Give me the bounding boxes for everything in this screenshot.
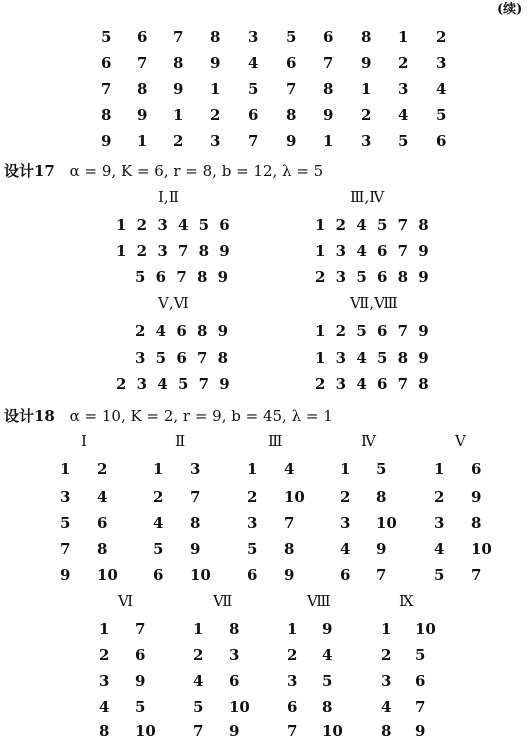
table-cell: 1 bbox=[398, 28, 409, 46]
table-cell: 1 bbox=[137, 132, 148, 150]
block-row: 1 2 5 6 7 9 bbox=[315, 322, 429, 340]
group-title: Ⅲ bbox=[268, 432, 283, 450]
pair-first: 9 bbox=[60, 566, 71, 584]
pair-second: 8 bbox=[471, 514, 482, 532]
pair-first: 7 bbox=[287, 722, 298, 740]
pair-second: 5 bbox=[415, 646, 426, 664]
pair-first: 2 bbox=[99, 646, 110, 664]
table-cell: 1 bbox=[361, 80, 372, 98]
block-row: 5 6 7 8 9 bbox=[135, 268, 229, 286]
pair-first: 1 bbox=[434, 460, 445, 478]
block-row: 2 3 4 6 7 8 bbox=[315, 375, 429, 393]
pair-first: 1 bbox=[153, 460, 164, 478]
block-row: 2 3 5 6 8 9 bbox=[315, 268, 429, 286]
continued-label: (续) bbox=[497, 2, 523, 17]
table-cell: 8 bbox=[101, 106, 112, 124]
design17-label: 设计17 bbox=[4, 162, 55, 180]
design18-label: 设计18 bbox=[4, 407, 55, 425]
pair-second: 9 bbox=[376, 540, 387, 558]
pair-second: 6 bbox=[97, 514, 108, 532]
table-cell: 8 bbox=[361, 28, 372, 46]
pair-first: 2 bbox=[340, 488, 351, 506]
pair-first: 2 bbox=[287, 646, 298, 664]
table-cell: 5 bbox=[101, 28, 112, 46]
table-cell: 9 bbox=[361, 54, 372, 72]
table-cell: 6 bbox=[436, 132, 447, 150]
table-cell: 7 bbox=[173, 28, 184, 46]
pair-first: 2 bbox=[381, 646, 392, 664]
table-cell: 9 bbox=[286, 132, 297, 150]
pair-second: 5 bbox=[376, 460, 387, 478]
pair-first: 1 bbox=[247, 460, 258, 478]
pair-first: 4 bbox=[99, 698, 110, 716]
table-cell: 8 bbox=[323, 80, 334, 98]
table-cell: 8 bbox=[210, 28, 221, 46]
table-cell: 9 bbox=[101, 132, 112, 150]
group-title: Ⅴ,Ⅵ bbox=[158, 294, 189, 312]
pair-second: 4 bbox=[322, 646, 333, 664]
pair-first: 5 bbox=[247, 540, 258, 558]
block-row: 1 2 3 4 5 6 bbox=[116, 216, 230, 234]
table-cell: 2 bbox=[361, 106, 372, 124]
pair-second: 2 bbox=[97, 460, 108, 478]
pair-second: 9 bbox=[322, 620, 333, 638]
table-cell: 7 bbox=[101, 80, 112, 98]
table-cell: 2 bbox=[398, 54, 409, 72]
table-cell: 8 bbox=[173, 54, 184, 72]
block-row: 1 3 4 5 8 9 bbox=[315, 349, 429, 367]
table-cell: 1 bbox=[210, 80, 221, 98]
pair-first: 4 bbox=[193, 672, 204, 690]
pair-second: 8 bbox=[97, 540, 108, 558]
table-cell: 9 bbox=[173, 80, 184, 98]
table-cell: 6 bbox=[286, 54, 297, 72]
group-title: Ⅰ bbox=[81, 432, 87, 450]
pair-second: 6 bbox=[471, 460, 482, 478]
pair-second: 9 bbox=[135, 672, 146, 690]
pair-second: 3 bbox=[229, 646, 240, 664]
group-title: Ⅱ bbox=[175, 432, 186, 450]
table-cell: 3 bbox=[361, 132, 372, 150]
pair-first: 3 bbox=[381, 672, 392, 690]
group-title: Ⅶ,Ⅷ bbox=[350, 294, 398, 312]
group-title: Ⅲ,Ⅳ bbox=[350, 188, 385, 206]
pair-first: 6 bbox=[287, 698, 298, 716]
pair-first: 2 bbox=[193, 646, 204, 664]
table-cell: 2 bbox=[173, 132, 184, 150]
pair-first: 3 bbox=[99, 672, 110, 690]
pair-second: 5 bbox=[322, 672, 333, 690]
pair-first: 5 bbox=[153, 540, 164, 558]
design18-params: α = 10, K = 2, r = 9, b = 45, λ = 1 bbox=[69, 407, 333, 425]
table-cell: 7 bbox=[323, 54, 334, 72]
group-title: Ⅶ bbox=[213, 592, 233, 610]
pair-first: 1 bbox=[381, 620, 392, 638]
pair-second: 10 bbox=[97, 566, 118, 584]
pair-second: 7 bbox=[471, 566, 482, 584]
table-cell: 5 bbox=[248, 80, 259, 98]
block-row: 1 2 4 5 7 8 bbox=[315, 216, 429, 234]
pair-first: 2 bbox=[434, 488, 445, 506]
group-title: Ⅸ bbox=[399, 592, 414, 610]
pair-first: 8 bbox=[381, 722, 392, 740]
table-cell: 3 bbox=[398, 80, 409, 98]
pair-second: 5 bbox=[135, 698, 146, 716]
pair-first: 1 bbox=[60, 460, 71, 478]
table-cell: 1 bbox=[323, 132, 334, 150]
table-cell: 3 bbox=[210, 132, 221, 150]
pair-second: 10 bbox=[322, 722, 343, 740]
pair-second: 9 bbox=[190, 540, 201, 558]
table-cell: 4 bbox=[248, 54, 259, 72]
pair-second: 10 bbox=[229, 698, 250, 716]
pair-first: 1 bbox=[193, 620, 204, 638]
pair-second: 8 bbox=[376, 488, 387, 506]
pair-second: 6 bbox=[415, 672, 426, 690]
pair-second: 8 bbox=[190, 514, 201, 532]
table-cell: 9 bbox=[210, 54, 221, 72]
group-title: Ⅳ bbox=[361, 432, 376, 450]
pair-second: 8 bbox=[322, 698, 333, 716]
table-cell: 3 bbox=[436, 54, 447, 72]
pair-first: 3 bbox=[247, 514, 258, 532]
pair-first: 3 bbox=[60, 488, 71, 506]
table-cell: 6 bbox=[248, 106, 259, 124]
table-cell: 1 bbox=[173, 106, 184, 124]
table-cell: 6 bbox=[101, 54, 112, 72]
pair-second: 9 bbox=[229, 722, 240, 740]
pair-second: 7 bbox=[284, 514, 295, 532]
pair-first: 5 bbox=[193, 698, 204, 716]
block-row: 1 3 4 6 7 9 bbox=[315, 242, 429, 260]
pair-second: 10 bbox=[190, 566, 211, 584]
pair-second: 7 bbox=[135, 620, 146, 638]
block-row: 1 2 3 7 8 9 bbox=[116, 242, 230, 260]
pair-second: 4 bbox=[284, 460, 295, 478]
pair-first: 5 bbox=[434, 566, 445, 584]
pair-first: 1 bbox=[340, 460, 351, 478]
pair-second: 9 bbox=[415, 722, 426, 740]
pair-second: 6 bbox=[229, 672, 240, 690]
table-cell: 9 bbox=[323, 106, 334, 124]
group-title: Ⅴ bbox=[455, 432, 466, 450]
pair-first: 6 bbox=[340, 566, 351, 584]
design17-params: α = 9, K = 6, r = 8, b = 12, λ = 5 bbox=[69, 162, 324, 180]
pair-second: 8 bbox=[229, 620, 240, 638]
pair-first: 6 bbox=[153, 566, 164, 584]
table-cell: 9 bbox=[137, 106, 148, 124]
group-title: Ⅰ,Ⅱ bbox=[158, 188, 179, 206]
pair-second: 10 bbox=[284, 488, 305, 506]
pair-second: 7 bbox=[376, 566, 387, 584]
pair-first: 4 bbox=[434, 540, 445, 558]
pair-first: 6 bbox=[247, 566, 258, 584]
pair-second: 10 bbox=[471, 540, 492, 558]
pair-first: 7 bbox=[60, 540, 71, 558]
pair-second: 4 bbox=[97, 488, 108, 506]
pair-second: 10 bbox=[415, 620, 436, 638]
block-row: 2 4 6 8 9 bbox=[135, 322, 229, 340]
pair-second: 3 bbox=[190, 460, 201, 478]
pair-first: 4 bbox=[153, 514, 164, 532]
pair-first: 2 bbox=[153, 488, 164, 506]
pair-second: 7 bbox=[190, 488, 201, 506]
table-cell: 8 bbox=[286, 106, 297, 124]
pair-first: 7 bbox=[193, 722, 204, 740]
table-cell: 8 bbox=[137, 80, 148, 98]
pair-first: 3 bbox=[340, 514, 351, 532]
table-cell: 3 bbox=[248, 28, 259, 46]
pair-first: 2 bbox=[247, 488, 258, 506]
pair-second: 9 bbox=[284, 566, 295, 584]
block-row: 2 3 4 5 7 9 bbox=[116, 375, 230, 393]
pair-first: 3 bbox=[287, 672, 298, 690]
pair-second: 6 bbox=[135, 646, 146, 664]
table-cell: 4 bbox=[398, 106, 409, 124]
block-row: 3 5 6 7 8 bbox=[135, 349, 229, 367]
table-cell: 2 bbox=[436, 28, 447, 46]
pair-second: 9 bbox=[471, 488, 482, 506]
table-cell: 6 bbox=[137, 28, 148, 46]
pair-first: 4 bbox=[381, 698, 392, 716]
table-cell: 7 bbox=[248, 132, 259, 150]
group-title: Ⅵ bbox=[118, 592, 134, 610]
design17-heading bbox=[4, 164, 323, 179]
group-title: Ⅷ bbox=[307, 592, 331, 610]
pair-first: 5 bbox=[60, 514, 71, 532]
table-cell: 7 bbox=[286, 80, 297, 98]
table-cell: 6 bbox=[323, 28, 334, 46]
table-cell: 4 bbox=[436, 80, 447, 98]
design18-heading bbox=[4, 409, 333, 424]
table-cell: 5 bbox=[436, 106, 447, 124]
pair-second: 8 bbox=[284, 540, 295, 558]
pair-first: 3 bbox=[434, 514, 445, 532]
table-cell: 7 bbox=[137, 54, 148, 72]
table-cell: 5 bbox=[286, 28, 297, 46]
pair-second: 7 bbox=[415, 698, 426, 716]
pair-second: 10 bbox=[135, 722, 156, 740]
pair-first: 4 bbox=[340, 540, 351, 558]
pair-first: 1 bbox=[287, 620, 298, 638]
pair-second: 10 bbox=[376, 514, 397, 532]
table-cell: 5 bbox=[398, 132, 409, 150]
table-cell: 2 bbox=[210, 106, 221, 124]
pair-first: 1 bbox=[99, 620, 110, 638]
pair-first: 8 bbox=[99, 722, 110, 740]
